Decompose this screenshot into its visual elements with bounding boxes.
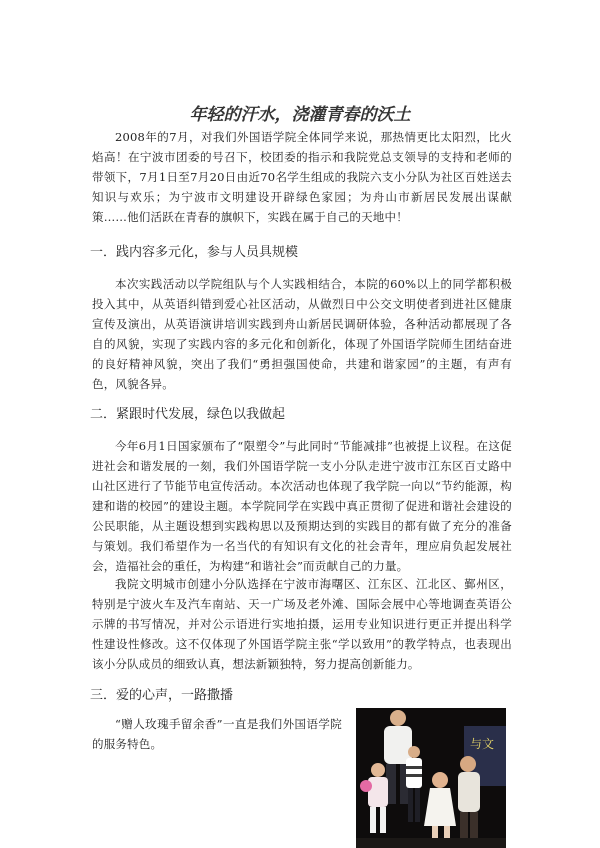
section-1-paragraph: 本次实践活动以学院组队与个人实践相结合，本院的60%以上的同学都积极投入其中，从英语纠错到爱心社区活动，从做烈日中公交文明使者到进社区健康宣传及演出，从英语演讲培训实践到舟山新居民调研体验，各种活动都展现了各自的风貌，实现了实践内容的多元化和创新化，体现了外国语学院师生团结奋进的良好精神风貌，突出了我们“勇担强国使命，共建和谐家园”的主题，有声有色，风貌各异。 bbox=[92, 277, 512, 391]
intro-paragraph: 2008年的7月，对我们外国语学院全体同学来说，那热情更比太阳烈，比火焰高！在宁波市团委的号召下，校团委的指示和我院党总支领导的支持和老师的带领下，7月1日至7月20日由近70名学生组成的我院六支小分队为社区百姓送去知识与欢乐；为宁波市文明建设开辟绿色家园；为舟山市新居民发展出谋献策……他们活跃在青春的旗帜下，实践在属于自己的天地中！ bbox=[92, 130, 512, 224]
document-title: 年轻的汗水，浇灌青春的沃土 bbox=[189, 105, 411, 125]
section-2-paragraph-1: 今年6月1日国家颁布了“限塑令”与此同时“节能减排”也被提上议程。在这促进社会和谐发展的一刻，我们外国语学院一支小分队走进宁波市江东区百丈路中山社区进行了节能节电宣传活动。本次活动也体现了我学院一向以“节约能源，构建和谐的校园”的建设主题。本学院同学在实践中真正贯彻了促进和谐社会建设的公民职能，从主题设想到实践构思以及预期达到的实践目的都有做了充分的准备与策划。我们希望作为一名当代的有知识有文化的社会青年，理应肩负起发展社会，造福社会的重任，为构建“和谐社会”而贡献自己的力量。 bbox=[92, 439, 512, 573]
section-3-heading: 三．爱的心声，一路撒播 bbox=[90, 688, 234, 703]
section-2-paragraph-2: 我院文明城市创建小分队选择在宁波市海曙区、江东区、江北区、鄞州区，特别是宁波火车及汽车南站、天一广场及老外滩、国际会展中心等地调查英语公示牌的书写情况，并对公示语进行实地拍摄，运用专业知识进行更正并提出科学性建设性修改。这不仅体现了外国语学院主张“学以致用”的教学特点，也表现出该小分队成员的细致认真，想法新颖独特，努力提高创新能力。 bbox=[92, 577, 512, 671]
section-2-heading: 二．紧跟时代发展，绿色以我做起 bbox=[90, 407, 286, 422]
activity-photo bbox=[356, 708, 506, 848]
section-3-paragraph: “赠人玫瑰手留余香”一直是我们外国语学院的服务特色。 bbox=[92, 717, 342, 751]
section-1-heading: 一．践内容多元化，参与人员具规模 bbox=[90, 245, 299, 260]
photo-sign-text: 与文 bbox=[470, 737, 495, 751]
